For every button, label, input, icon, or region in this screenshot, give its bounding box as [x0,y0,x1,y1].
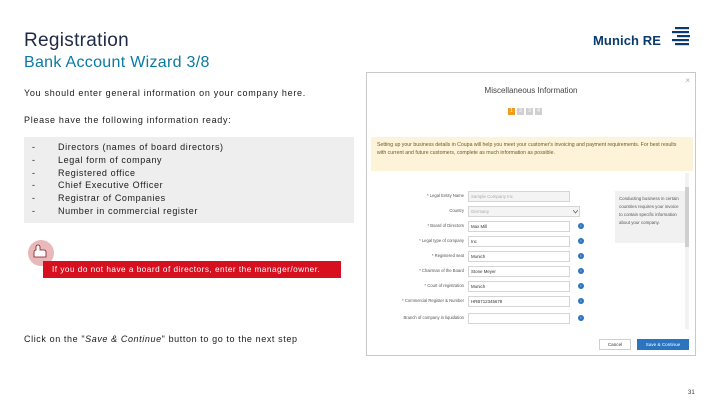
list-item-text: Registered office [58,167,136,178]
checklist [24,137,354,223]
commercial-register-input[interactable]: HRB712345678 [468,296,570,307]
field-label: * Board of Directors [427,223,464,228]
field-label: * Chairman of the Board [419,268,464,273]
intro-text: You should enter general information on your company here. [24,88,306,98]
step-indicator[interactable]: 1 [508,108,515,115]
modal-title: Miscellaneous Information [484,86,578,95]
scrollbar[interactable] [685,173,689,329]
country-select[interactable]: Germany [468,206,580,217]
list-item [24,206,354,219]
info-icon[interactable]: i [578,283,584,289]
field-label: * Legal Entity Name [426,193,464,198]
form-row [397,280,593,295]
scrollbar-thumb[interactable] [685,187,689,247]
legal-type-input[interactable]: Inc [468,236,570,247]
info-icon[interactable]: i [578,268,584,274]
list-item-text: Chief Executive Officer [58,180,164,191]
registered-seat-input[interactable]: Munich [468,251,570,262]
brand-name: Munich RE [593,33,662,48]
field-label: * Commercial Register & Number [402,298,464,303]
form-row [397,190,593,205]
form-row [397,250,593,265]
list-item-text: Number in commercial register [58,205,198,216]
continue-text-before: Click on the " [24,334,86,344]
field-label: * Court of registration [424,283,464,288]
cancel-button[interactable]: Cancel [599,339,631,350]
continue-instruction [24,334,298,344]
page-title: Registration [24,30,129,51]
misc-info-modal [366,72,696,356]
info-icon[interactable]: i [578,315,584,321]
close-icon[interactable]: × [685,76,690,85]
field-label: * Registered seat [431,253,464,258]
bullet: - [32,180,36,191]
continue-button-reference: Save & Continue [85,334,162,344]
field-label: Country [449,208,464,213]
field-label: Branch of company in liquidation [403,315,464,320]
legal-entity-name-input[interactable]: Sample Company Inc [468,191,570,202]
list-item [24,142,354,155]
page-number: 31 [688,390,695,396]
munich-re-logo-icon [672,26,690,46]
court-of-registration-input[interactable]: Munich [468,281,570,292]
bullet: - [32,167,36,178]
list-item [24,155,354,168]
list-item [24,193,354,206]
list-item [24,168,354,181]
ready-heading: Please have the following information ready: [24,115,232,125]
form-row [397,205,593,220]
info-icon[interactable]: i [578,298,584,304]
list-item-text: Legal form of company [58,154,163,165]
form-row [397,295,593,312]
page-subtitle: Bank Account Wizard 3/8 [24,54,210,71]
step-indicator[interactable]: 3 [526,108,533,115]
board-of-directors-input[interactable]: Max Mill [468,221,570,232]
step-indicator[interactable]: 2 [517,108,524,115]
munich-re-logo [593,26,705,50]
chairman-input[interactable]: Stone Meyer [468,266,570,277]
info-banner: Setting up your business details in Coupa will help you meet your customer's invoicing and payment requirements. For best results with current and future customers, complete as much information as possible. [371,137,693,171]
list-item-text: Registrar of Companies [58,193,166,204]
info-icon[interactable]: i [578,223,584,229]
info-icon[interactable]: i [578,253,584,259]
side-note: Conducting business in certain countries requires your invoice to contain specific information about your company. [615,191,687,243]
continue-text-after: " button to go to the next step [161,334,298,344]
form-row [397,235,593,250]
bullet: - [32,142,36,152]
save-continue-button[interactable]: Save & Continue [637,339,689,350]
list-item-text: Directors (names of board directors) [58,142,224,152]
bullet: - [32,154,36,165]
wizard-steps [508,108,542,115]
liquidation-branch-input[interactable] [468,313,570,324]
step-indicator[interactable]: 4 [535,108,542,115]
bullet: - [32,205,36,216]
field-label: * Legal type of company [419,238,464,243]
info-icon[interactable]: i [578,238,584,244]
form-row [397,312,593,329]
chevron-down-icon [573,210,578,214]
list-item [24,180,354,193]
bullet: - [32,193,36,204]
form-row [397,265,593,280]
form-row [397,220,593,235]
company-info-form [397,190,593,329]
warning-banner: If you do not have a board of directors, enter the manager/owner. [43,261,341,278]
